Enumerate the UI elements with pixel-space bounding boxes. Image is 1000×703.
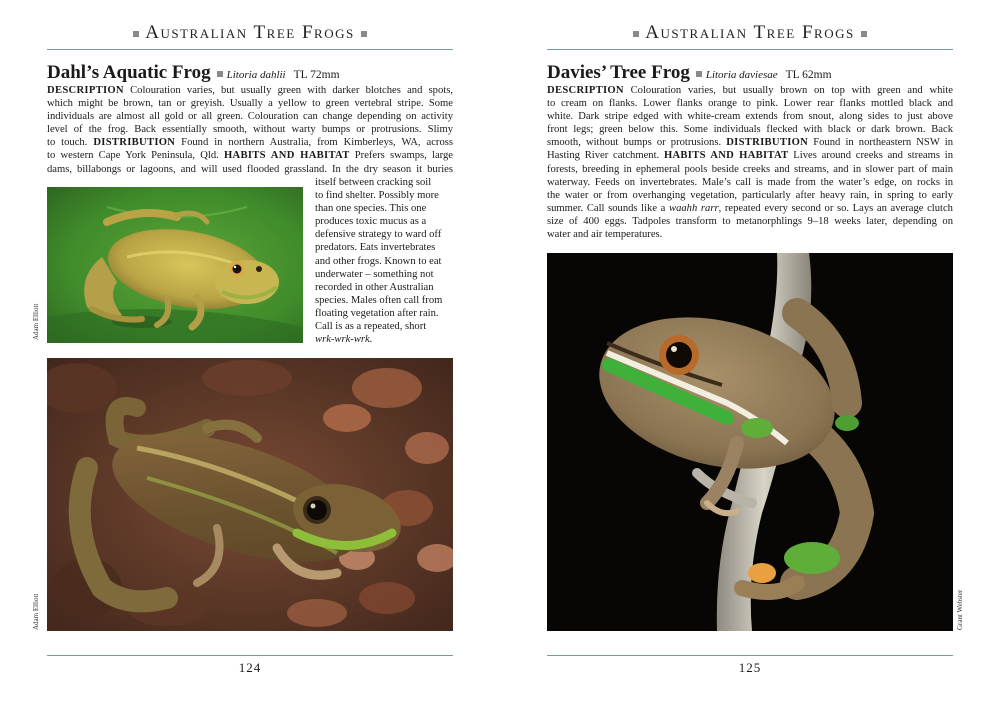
text-line: water and air temperatures. [547, 229, 663, 241]
call-text: wrk-wrk-wrk. [315, 334, 373, 346]
square-bullet-icon [633, 31, 639, 37]
text-line: front legs; green below this. Some individuals flecked with black or dark brown. Back [547, 124, 953, 136]
footer-rule [547, 655, 953, 656]
latin-name: Litoria daviesae [705, 69, 778, 81]
square-bullet-icon [133, 31, 139, 37]
photo-credit: Adam Elliott [32, 593, 40, 630]
text-line: waterway. Feeds on invertebrates. Male’s call is made from the water’s edge, on rocks in [547, 176, 953, 188]
header-rule [47, 49, 453, 50]
running-header [47, 22, 453, 44]
text-line: to touch. DISTRIBUTION Found in northern Australia, from Kimberleys, WA, across [47, 137, 453, 149]
species-description [547, 84, 953, 241]
square-bullet-icon [217, 71, 223, 77]
text-line: smooth, without bumps or protrusions. DISTRIBUTION Found in northeastern NSW in [547, 137, 953, 149]
text-line: size of 400 eggs. Tadpoles transform to metanorphlings 9–18 weeks later, depending on [547, 215, 953, 227]
photo-credit: Grant Webster [956, 589, 964, 630]
text-line: white. Dark stripe edged with white-cream extends from snout, along sides to just above [547, 111, 953, 123]
text-line: forests, breeding in ephemeral pools beside creeks and streams, and in slower part of main [547, 163, 953, 175]
header-rule [547, 49, 953, 50]
text-line: the water or from overhanging vegetation, particularly after heavy rain, in spring to early [547, 189, 953, 201]
text-line: dams, billabongs or lagoons, and will used flooded grassland. In the dry season it buries [47, 163, 453, 175]
text-line: defensive strategy to ward off [315, 229, 442, 241]
text-line: recorded in other Australian [315, 281, 434, 293]
text-line: itself between cracking soil [315, 177, 432, 188]
page-number: 125 [738, 660, 762, 675]
text-line: Call is as a repeated, short [315, 321, 427, 333]
species-description [47, 84, 453, 176]
text-line: to cream on flanks. Lower flanks orange to pink. Lower rear flanks mottled black and [547, 98, 953, 110]
text-line: which might be brown, tan or greyish. Usually a yellow to green vertebral stripe. Some [47, 98, 453, 110]
page-number: 124 [238, 660, 262, 675]
text-line: DESCRIPTION Colouration varies, but usually brown on top with green and white [547, 85, 953, 96]
square-bullet-icon [361, 31, 367, 37]
total-length: TL 72mm [293, 69, 340, 81]
latin-name: Litoria dahlii [226, 69, 286, 81]
text-line: Hasting River catchment. HABITS AND HABITAT Lives around creeks and streams in [547, 150, 953, 162]
species-name: Dahl’s Aquatic Frog [47, 62, 211, 83]
text-line: summer. Call sounds like a waahh rarr, repeated every second or so. Lays an average clutch [547, 202, 953, 214]
text-line: underwater – something not [315, 268, 434, 280]
species-name: Davies’ Tree Frog [547, 62, 690, 83]
text-line: predators. Eats invertebrates [315, 242, 436, 254]
species-description-continued [315, 176, 455, 346]
photo-credit: Adam Elliott [32, 303, 40, 340]
total-length: TL 62mm [785, 69, 832, 81]
text-line: produces toxic mucus as a [315, 216, 427, 228]
text-line: floating vegetation after rain. [315, 307, 439, 319]
text-line: species. Males often call from [315, 294, 443, 306]
text-line: to find shelter. Possibly more [315, 190, 439, 202]
text-line: than one species. This one [315, 203, 427, 215]
square-bullet-icon [696, 71, 702, 77]
frog-photo-gravel [47, 358, 453, 631]
call-text: waahh rarr [669, 202, 719, 214]
header-text: Australian Tree Frogs [645, 22, 855, 43]
frog-photo-branch [547, 253, 953, 631]
text-line: level of the frog. Back essentially smooth, without warty bumps or protrusions. Slimy [47, 124, 453, 136]
frog-photo-leaf [47, 187, 303, 343]
text-line: DESCRIPTION Colouration varies, but usually green with darker blotches and spots, [47, 85, 453, 96]
square-bullet-icon [861, 31, 867, 37]
species-title-line [47, 62, 457, 84]
running-header [547, 22, 953, 44]
text-line: to western Cape York Peninsula, Qld. HABITS AND HABITAT Prefers swamps, large [47, 150, 454, 162]
text-line: individuals are almost all gold or all green. Colouration can change depending on activity [47, 111, 453, 123]
species-title-line [547, 62, 957, 84]
header-text: Australian Tree Frogs [145, 22, 355, 43]
right-page [500, 0, 1000, 703]
text-line: and other frogs. Known to eat [315, 255, 442, 267]
footer-rule [47, 655, 453, 656]
